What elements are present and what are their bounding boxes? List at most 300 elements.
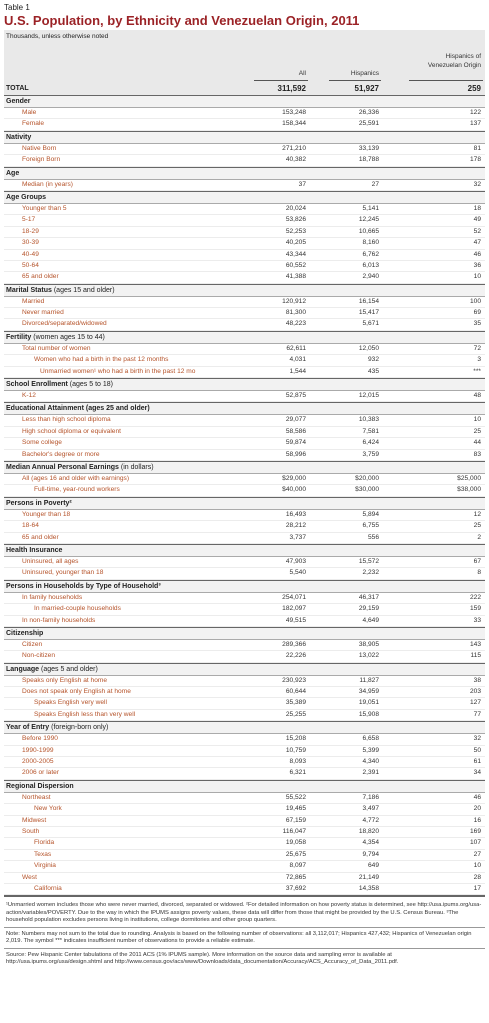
cell-all: 5,540: [289, 569, 306, 577]
table-section: [4, 403, 485, 462]
row-label: Divorced/separated/widowed: [22, 320, 107, 328]
cell-hispanics: 11,827: [359, 676, 379, 684]
row-label: 50-64: [22, 261, 39, 269]
cell-all: 59,874: [285, 439, 306, 447]
cell-all: 81,300: [285, 309, 306, 317]
cell-hispanics: $20,000: [355, 474, 379, 482]
row-label: Northeast: [22, 793, 51, 801]
source: Source: Pew Hispanic Center tabulations of the 2011 ACS (1% IPUMS sample). More information on the source data and sampling error is available at http://usa.ipums.org/usa/design.shtml and http://www.census.gov/acs/www/Downloads/data_documentation/Accuracy/ACS_Accuracy_of_Data_2011.pdf.: [4, 948, 485, 969]
row-label: 40-49: [22, 250, 39, 258]
table-row: [4, 319, 485, 330]
cell-venezuelan: 69: [473, 309, 481, 317]
cell-venezuelan: 27: [473, 850, 481, 858]
cell-venezuelan: 25: [473, 522, 481, 530]
cell-all: 271,210: [282, 144, 306, 152]
cell-all: 58,586: [285, 427, 306, 435]
table-row: [4, 261, 485, 272]
cell-hispanics: 12,245: [358, 216, 379, 224]
total-hispanics: 51,927: [354, 84, 379, 93]
cell-hispanics: 15,572: [358, 557, 379, 565]
row-label: Non-citizen: [22, 652, 55, 660]
cell-hispanics: 2,391: [362, 769, 379, 777]
table-row: [4, 793, 485, 804]
cell-hispanics: 18,788: [358, 156, 379, 164]
section-title: Language: [6, 665, 40, 673]
cell-all: 29,077: [285, 416, 306, 424]
table-section: [4, 781, 485, 897]
cell-venezuelan: 61: [473, 758, 481, 766]
cell-hispanics: $30,000: [355, 486, 379, 494]
cell-venezuelan: 44: [473, 439, 481, 447]
table-section: [4, 628, 485, 664]
section-note: (ages 25 and older): [83, 405, 150, 413]
row-label: 2000-2005: [22, 758, 54, 766]
cell-venezuelan: 46: [473, 250, 481, 258]
table-section: [4, 545, 485, 581]
cell-all: 158,344: [282, 120, 306, 128]
section-heading: [4, 581, 485, 593]
col-header-all: All: [298, 70, 306, 77]
cell-all: 28,212: [285, 522, 306, 530]
cell-all: 16,493: [285, 510, 306, 518]
row-label: Does not speak only English at home: [22, 688, 131, 696]
table-row: [4, 557, 485, 568]
cell-venezuelan: 169: [469, 827, 481, 835]
table-row: [4, 415, 485, 426]
cell-venezuelan: 178: [469, 156, 481, 164]
cell-hispanics: 649: [367, 862, 379, 870]
cell-all: 3,737: [289, 533, 306, 541]
cell-hispanics: 10,383: [358, 416, 379, 424]
cell-hispanics: 14,358: [358, 884, 379, 892]
table-row: [4, 272, 485, 283]
cell-all: 41,388: [285, 273, 306, 281]
row-label: 30-39: [22, 239, 39, 247]
cell-venezuelan: 49: [473, 216, 481, 224]
cell-hispanics: 25,591: [358, 120, 379, 128]
cell-all: 55,522: [285, 793, 306, 801]
row-label: Bachelor's degree or more: [22, 450, 100, 458]
table-section: [4, 379, 485, 403]
section-title: Nativity: [6, 133, 32, 141]
row-label: Female: [22, 120, 44, 128]
table-row: [4, 144, 485, 155]
cell-venezuelan: $38,000: [457, 486, 481, 494]
cell-hispanics: 12,050: [358, 344, 379, 352]
table-row: [4, 215, 485, 226]
section-heading: [4, 498, 485, 510]
cell-venezuelan: 38: [473, 676, 481, 684]
table-row: [4, 510, 485, 521]
table-row: [4, 180, 485, 191]
cell-all: 60,644: [285, 688, 306, 696]
row-label: West: [22, 873, 37, 881]
row-label: Uninsured, all ages: [22, 557, 79, 565]
cell-venezuelan: 36: [473, 261, 481, 269]
row-label: Full-time, year-round workers: [34, 486, 120, 494]
row-label: High school diploma or equivalent: [22, 427, 121, 435]
cell-all: 37,692: [285, 884, 306, 892]
cell-all: 35,389: [285, 699, 306, 707]
cell-venezuelan: 115: [470, 652, 481, 660]
cell-hispanics: 5,894: [362, 510, 379, 518]
section-title: Age: [6, 169, 20, 177]
cell-venezuelan: 17: [473, 884, 481, 892]
table-row: [4, 884, 485, 895]
table-row: [4, 438, 485, 449]
cell-venezuelan: 12: [473, 510, 481, 518]
table-row: [4, 355, 485, 366]
units-note: Thousands, unless otherwise noted: [6, 33, 109, 40]
total-all: 311,592: [277, 84, 306, 93]
cell-all: 48,223: [285, 320, 306, 328]
row-label: Total number of women: [22, 344, 91, 352]
cell-venezuelan: ***: [473, 367, 481, 375]
row-label: South: [22, 827, 40, 835]
row-label: Speaks English less than very well: [34, 710, 136, 718]
cell-hispanics: 27: [371, 180, 379, 188]
table-row: [4, 804, 485, 815]
row-label: 2006 or later: [22, 769, 60, 777]
table-row: [4, 568, 485, 579]
section-heading: [4, 722, 485, 734]
row-label: Less than high school diploma: [22, 416, 111, 424]
cell-hispanics: 34,959: [358, 688, 379, 696]
cell-hispanics: 7,581: [362, 427, 379, 435]
cell-hispanics: 5,399: [362, 746, 379, 754]
section-note: (women ages 15 to 44): [31, 333, 105, 341]
cell-venezuelan: 143: [469, 640, 481, 648]
table-section: [4, 332, 485, 379]
section-note: (ages 5 to 18): [67, 381, 113, 389]
cell-all: 62,611: [286, 344, 306, 352]
cell-venezuelan: 32: [473, 735, 481, 743]
table-row: [4, 816, 485, 827]
cell-hispanics: 2,232: [362, 569, 379, 577]
row-label: California: [34, 884, 62, 892]
table-row: [4, 533, 485, 544]
row-label: New York: [34, 805, 62, 813]
table-row: [4, 344, 485, 355]
cell-venezuelan: 47: [473, 239, 481, 247]
table-section: [4, 498, 485, 545]
row-label: All (ages 16 and older with earnings): [22, 474, 130, 482]
cell-venezuelan: 46: [473, 793, 481, 801]
table-row: [4, 119, 485, 130]
section-note: (in dollars): [118, 463, 154, 471]
row-label: Never married: [22, 309, 64, 317]
row-label: Native Born: [22, 144, 57, 152]
cell-hispanics: 9,794: [362, 850, 379, 858]
cell-all: $29,000: [282, 474, 306, 482]
row-label: Younger than 5: [22, 204, 67, 212]
table-row: [4, 861, 485, 872]
table-row: [4, 710, 485, 721]
cell-all: 43,344: [285, 250, 306, 258]
cell-hispanics: 6,658: [362, 735, 379, 743]
cell-hispanics: 16,154: [358, 297, 379, 305]
cell-all: 47,903: [285, 557, 306, 565]
cell-venezuelan: $25,000: [457, 474, 481, 482]
table-row: [4, 768, 485, 779]
cell-hispanics: 21,149: [358, 873, 379, 881]
total-label: TOTAL: [6, 85, 29, 92]
table-row: [4, 427, 485, 438]
row-label: Texas: [34, 850, 52, 858]
cell-all: 19,465: [285, 805, 306, 813]
cell-hispanics: 15,417: [358, 309, 379, 317]
section-title: Health Insurance: [6, 546, 63, 554]
table-row: [4, 204, 485, 215]
row-label: Virginia: [34, 862, 56, 870]
section-heading: [4, 628, 485, 640]
table-section: [4, 664, 485, 723]
col-rule-all: [254, 80, 308, 81]
cell-all: 8,093: [289, 758, 306, 766]
table-row: [4, 474, 485, 485]
document: [4, 0, 485, 969]
cell-all: 25,255: [285, 710, 306, 718]
cell-venezuelan: 77: [473, 710, 481, 718]
table-row: [4, 698, 485, 709]
table-row: [4, 604, 485, 615]
cell-all: 254,071: [282, 593, 306, 601]
cell-venezuelan: 159: [469, 605, 481, 613]
section-heading: [4, 403, 485, 415]
cell-all: 10,759: [285, 746, 306, 754]
section-note: (foreign-born only): [49, 724, 109, 732]
table-row: [4, 757, 485, 768]
table-row: [4, 485, 485, 496]
table-row: [4, 367, 485, 378]
cell-all: 25,675: [285, 850, 306, 858]
cell-hispanics: 12,015: [358, 392, 379, 400]
table-row: [4, 676, 485, 687]
cell-all: 58,996: [285, 450, 306, 458]
cell-all: 22,226: [285, 652, 306, 660]
table-row: [4, 308, 485, 319]
section-title: Fertility: [6, 333, 32, 341]
row-label: Midwest: [22, 816, 47, 824]
row-label: Florida: [34, 839, 55, 847]
section-heading: [4, 781, 485, 793]
row-label: 65 and older: [22, 533, 59, 541]
cell-hispanics: 435: [367, 367, 379, 375]
cell-all: 15,208: [285, 735, 306, 743]
cell-hispanics: 15,908: [358, 710, 379, 718]
row-label: Unmarried women¹ who had a birth in the past 12 mo: [40, 367, 196, 375]
section-title: School Enrollment: [6, 381, 68, 389]
section-heading: [4, 285, 485, 297]
cell-hispanics: 38,905: [358, 640, 379, 648]
cell-hispanics: 5,141: [362, 204, 379, 212]
cell-venezuelan: 2: [477, 533, 481, 541]
cell-venezuelan: 127: [469, 699, 481, 707]
table-row: [4, 827, 485, 838]
cell-all: 120,912: [282, 297, 306, 305]
section-title: Median Annual Personal Earnings: [6, 463, 119, 471]
row-label: Foreign Born: [22, 156, 61, 164]
section-divider: [4, 895, 485, 896]
cell-hispanics: 18,820: [358, 827, 379, 835]
table-row: [4, 450, 485, 461]
cell-venezuelan: 16: [473, 816, 481, 824]
cell-all: 230,923: [282, 676, 306, 684]
cell-all: 40,205: [285, 239, 306, 247]
section-heading: [4, 168, 485, 180]
cell-venezuelan: 81: [473, 144, 481, 152]
row-label: Median (in years): [22, 180, 73, 188]
col-rule-hispanics: [329, 80, 381, 81]
table-section: [4, 722, 485, 781]
col-header-venezuelan-line1: Hispanics of: [445, 53, 481, 60]
table-row: [4, 155, 485, 166]
note: Note: Numbers may not sum to the total due to rounding. Analysis is based on the following number of observations: all 3,112,017; Hispanics 427,432; Hispanics of Venezuelan origin 2,019. The symbol *** indicates insufficient number of observations to provide a reliable estimate.: [4, 927, 485, 948]
section-heading: [4, 664, 485, 676]
cell-venezuelan: 20: [473, 805, 481, 813]
footnotes: ¹Unmarried women includes those who were never married, divorced, separated or widowed. ²For detailed information on how poverty status is determined, see http://usa.ipums.org/usa-action/variables/POVERTY. Due to the way in which the IPUMS assigns poverty values, these data will differ from those that might be provided by the U.S. Census Bureau. ³The household population excludes persons living in institutions, college dormitories and other group quarters.: [4, 896, 485, 927]
cell-hispanics: 3,759: [362, 450, 379, 458]
row-label: K-12: [22, 392, 36, 400]
cell-hispanics: 6,762: [362, 250, 379, 258]
cell-all: 153,248: [282, 109, 306, 116]
cell-all: 116,047: [282, 827, 306, 835]
cell-venezuelan: 48: [473, 392, 481, 400]
col-header-venezuelan-line2: Venezuelan Origin: [427, 62, 481, 69]
row-label: Before 1990: [22, 735, 58, 743]
cell-hispanics: 4,649: [362, 616, 379, 624]
cell-hispanics: 26,336: [358, 109, 379, 116]
section-title: Regional Dispersion: [6, 782, 74, 790]
cell-venezuelan: 50: [473, 746, 481, 754]
table-row: [4, 687, 485, 698]
table-row: [4, 873, 485, 884]
cell-venezuelan: 67: [473, 557, 481, 565]
cell-all: 49,515: [285, 616, 306, 624]
cell-all: 60,552: [285, 261, 306, 269]
section-heading: [4, 545, 485, 557]
table-section: [4, 285, 485, 332]
table-row: [4, 640, 485, 651]
cell-venezuelan: 100: [469, 297, 481, 305]
row-label: Speaks only English at home: [22, 676, 108, 684]
table-row: [4, 651, 485, 662]
cell-all: 6,321: [289, 769, 306, 777]
cell-hispanics: 4,354: [362, 839, 379, 847]
cell-venezuelan: 222: [469, 593, 481, 601]
row-label: Younger than 18: [22, 510, 71, 518]
cell-hispanics: 13,022: [358, 652, 379, 660]
row-label: In married-couple households: [34, 605, 121, 613]
table-label: Table 1: [4, 3, 30, 12]
table-row: [4, 746, 485, 757]
cell-hispanics: 5,671: [362, 320, 379, 328]
section-title: Educational Attainment: [6, 405, 84, 413]
table-section: [4, 168, 485, 192]
cell-all: 52,253: [285, 227, 306, 235]
table-row: [4, 227, 485, 238]
table-section: [4, 96, 485, 132]
cell-venezuelan: 52: [473, 227, 481, 235]
section-note: (ages 15 and older): [51, 286, 115, 294]
cell-all: 1,544: [289, 367, 306, 375]
row-label: Women who had a birth in the past 12 months: [34, 356, 169, 364]
col-rule-venezuelan: [409, 80, 483, 81]
section-title: Marital Status: [6, 286, 52, 294]
section-heading: [4, 192, 485, 204]
cell-hispanics: 4,772: [362, 816, 379, 824]
total-venezuelan: 259: [467, 84, 481, 93]
cell-hispanics: 6,424: [362, 439, 379, 447]
cell-venezuelan: 137: [469, 120, 481, 128]
row-label: In family households: [22, 593, 83, 601]
page-title: U.S. Population, by Ethnicity and Venezuelan Origin, 2011: [4, 13, 360, 28]
cell-all: 52,875: [285, 392, 306, 400]
row-label: In non-family households: [22, 616, 96, 624]
cell-venezuelan: 203: [469, 688, 481, 696]
cell-venezuelan: 25: [473, 427, 481, 435]
cell-venezuelan: 8: [477, 569, 481, 577]
section-heading: [4, 332, 485, 344]
cell-all: 4,031: [289, 356, 306, 364]
cell-all: 67,159: [285, 816, 306, 824]
cell-all: 72,865: [285, 873, 306, 881]
cell-hispanics: 6,013: [362, 261, 379, 269]
cell-all: 182,097: [282, 605, 306, 613]
cell-all: 20,024: [285, 204, 306, 212]
cell-venezuelan: 18: [473, 204, 481, 212]
section-heading: [4, 379, 485, 391]
table-row: [4, 593, 485, 604]
cell-venezuelan: 107: [469, 839, 481, 847]
row-label: 18-64: [22, 522, 39, 530]
cell-venezuelan: 72: [473, 344, 481, 352]
table-section: [4, 462, 485, 498]
cell-hispanics: 19,051: [358, 699, 379, 707]
row-label: Citizen: [22, 640, 43, 648]
row-label: 18-29: [22, 227, 39, 235]
cell-venezuelan: 3: [477, 356, 481, 364]
table-section: [4, 192, 485, 285]
table-row: [4, 391, 485, 402]
section-title: Persons in Poverty²: [6, 499, 72, 507]
table-row: [4, 108, 485, 119]
row-label: 5-17: [22, 216, 36, 224]
table-row: [4, 850, 485, 861]
table-row: [4, 521, 485, 532]
cell-hispanics: 932: [367, 356, 379, 364]
cell-hispanics: 3,497: [362, 805, 379, 813]
cell-venezuelan: 28: [473, 873, 481, 881]
cell-hispanics: 10,665: [358, 227, 379, 235]
table-row: [4, 616, 485, 627]
col-header-hispanics: Hispanics: [350, 70, 379, 77]
cell-all: 53,826: [285, 216, 306, 224]
table-row: [4, 297, 485, 308]
table-row: [4, 250, 485, 261]
table-header: [4, 30, 485, 96]
row-label: Male: [22, 109, 37, 116]
table-row: [4, 238, 485, 249]
row-label: Speaks English very well: [34, 699, 107, 707]
row-label: Married: [22, 297, 45, 305]
cell-venezuelan: 10: [473, 416, 481, 424]
cell-all: 40,382: [285, 156, 306, 164]
row-label: Some college: [22, 439, 62, 447]
cell-hispanics: 33,139: [358, 144, 379, 152]
section-heading: [4, 96, 485, 108]
cell-venezuelan: 35: [473, 320, 481, 328]
